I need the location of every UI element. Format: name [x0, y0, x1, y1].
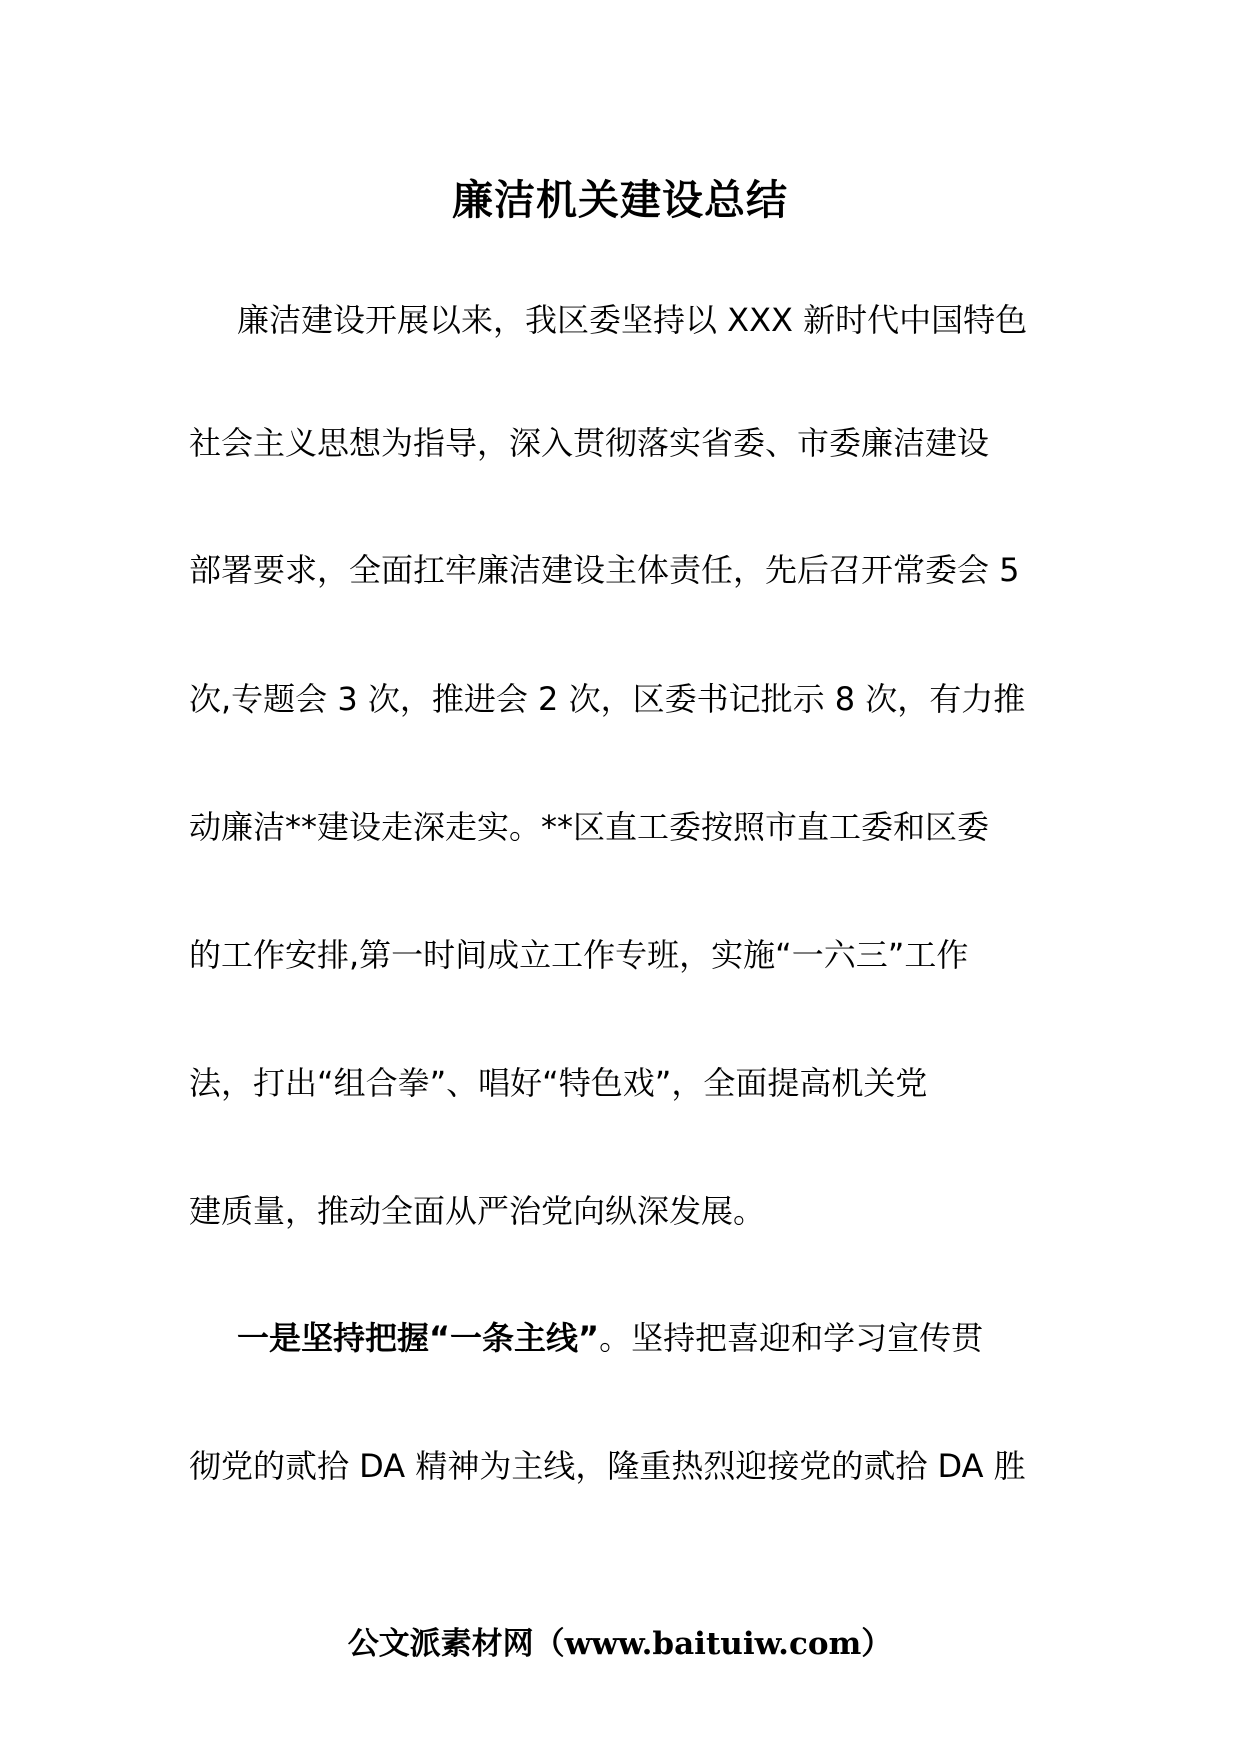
body-line-4: 次,专题会 3 次，推进会 2 次，区委书记批示 8 次，有力推	[189, 680, 1026, 718]
body-line-7: 法，打出“组合拳”、唱好“特色戏”，全面提高机关党	[189, 1064, 928, 1102]
paragraph-2-line-1	[237, 1316, 983, 1360]
body-line-8: 建质量，推动全面从严治党向纵深发展。	[189, 1192, 766, 1230]
paragraph-2-line-2: 彻党的贰拾 DA 精神为主线，隆重热烈迎接党的贰拾 DA 胜	[189, 1447, 1026, 1485]
body-line-2: 社会主义思想为指导，深入贯彻落实省委、市委廉洁建设	[189, 424, 990, 462]
footer-source: 公文派素材网（www.baituiw.com）	[347, 1626, 893, 1662]
body-line-5: 动廉洁**建设走深走实。**区直工委按照市直工委和区委	[189, 808, 990, 846]
page-title: 廉洁机关建设总结	[452, 176, 788, 224]
paragraph-2-line-1-rest: 。坚持把喜迎和学习宣传贯	[599, 1319, 984, 1357]
paragraph-2-lead: 一是坚持把握“一条主线”	[237, 1319, 600, 1357]
body-line-3: 部署要求，全面扛牢廉洁建设主体责任，先后召开常委会 5	[189, 551, 1020, 589]
body-line-1: 廉洁建设开展以来，我区委坚持以 XXX 新时代中国特色	[237, 301, 1028, 339]
body-line-6: 的工作安排,第一时间成立工作专班，实施“一六三”工作	[189, 936, 969, 974]
